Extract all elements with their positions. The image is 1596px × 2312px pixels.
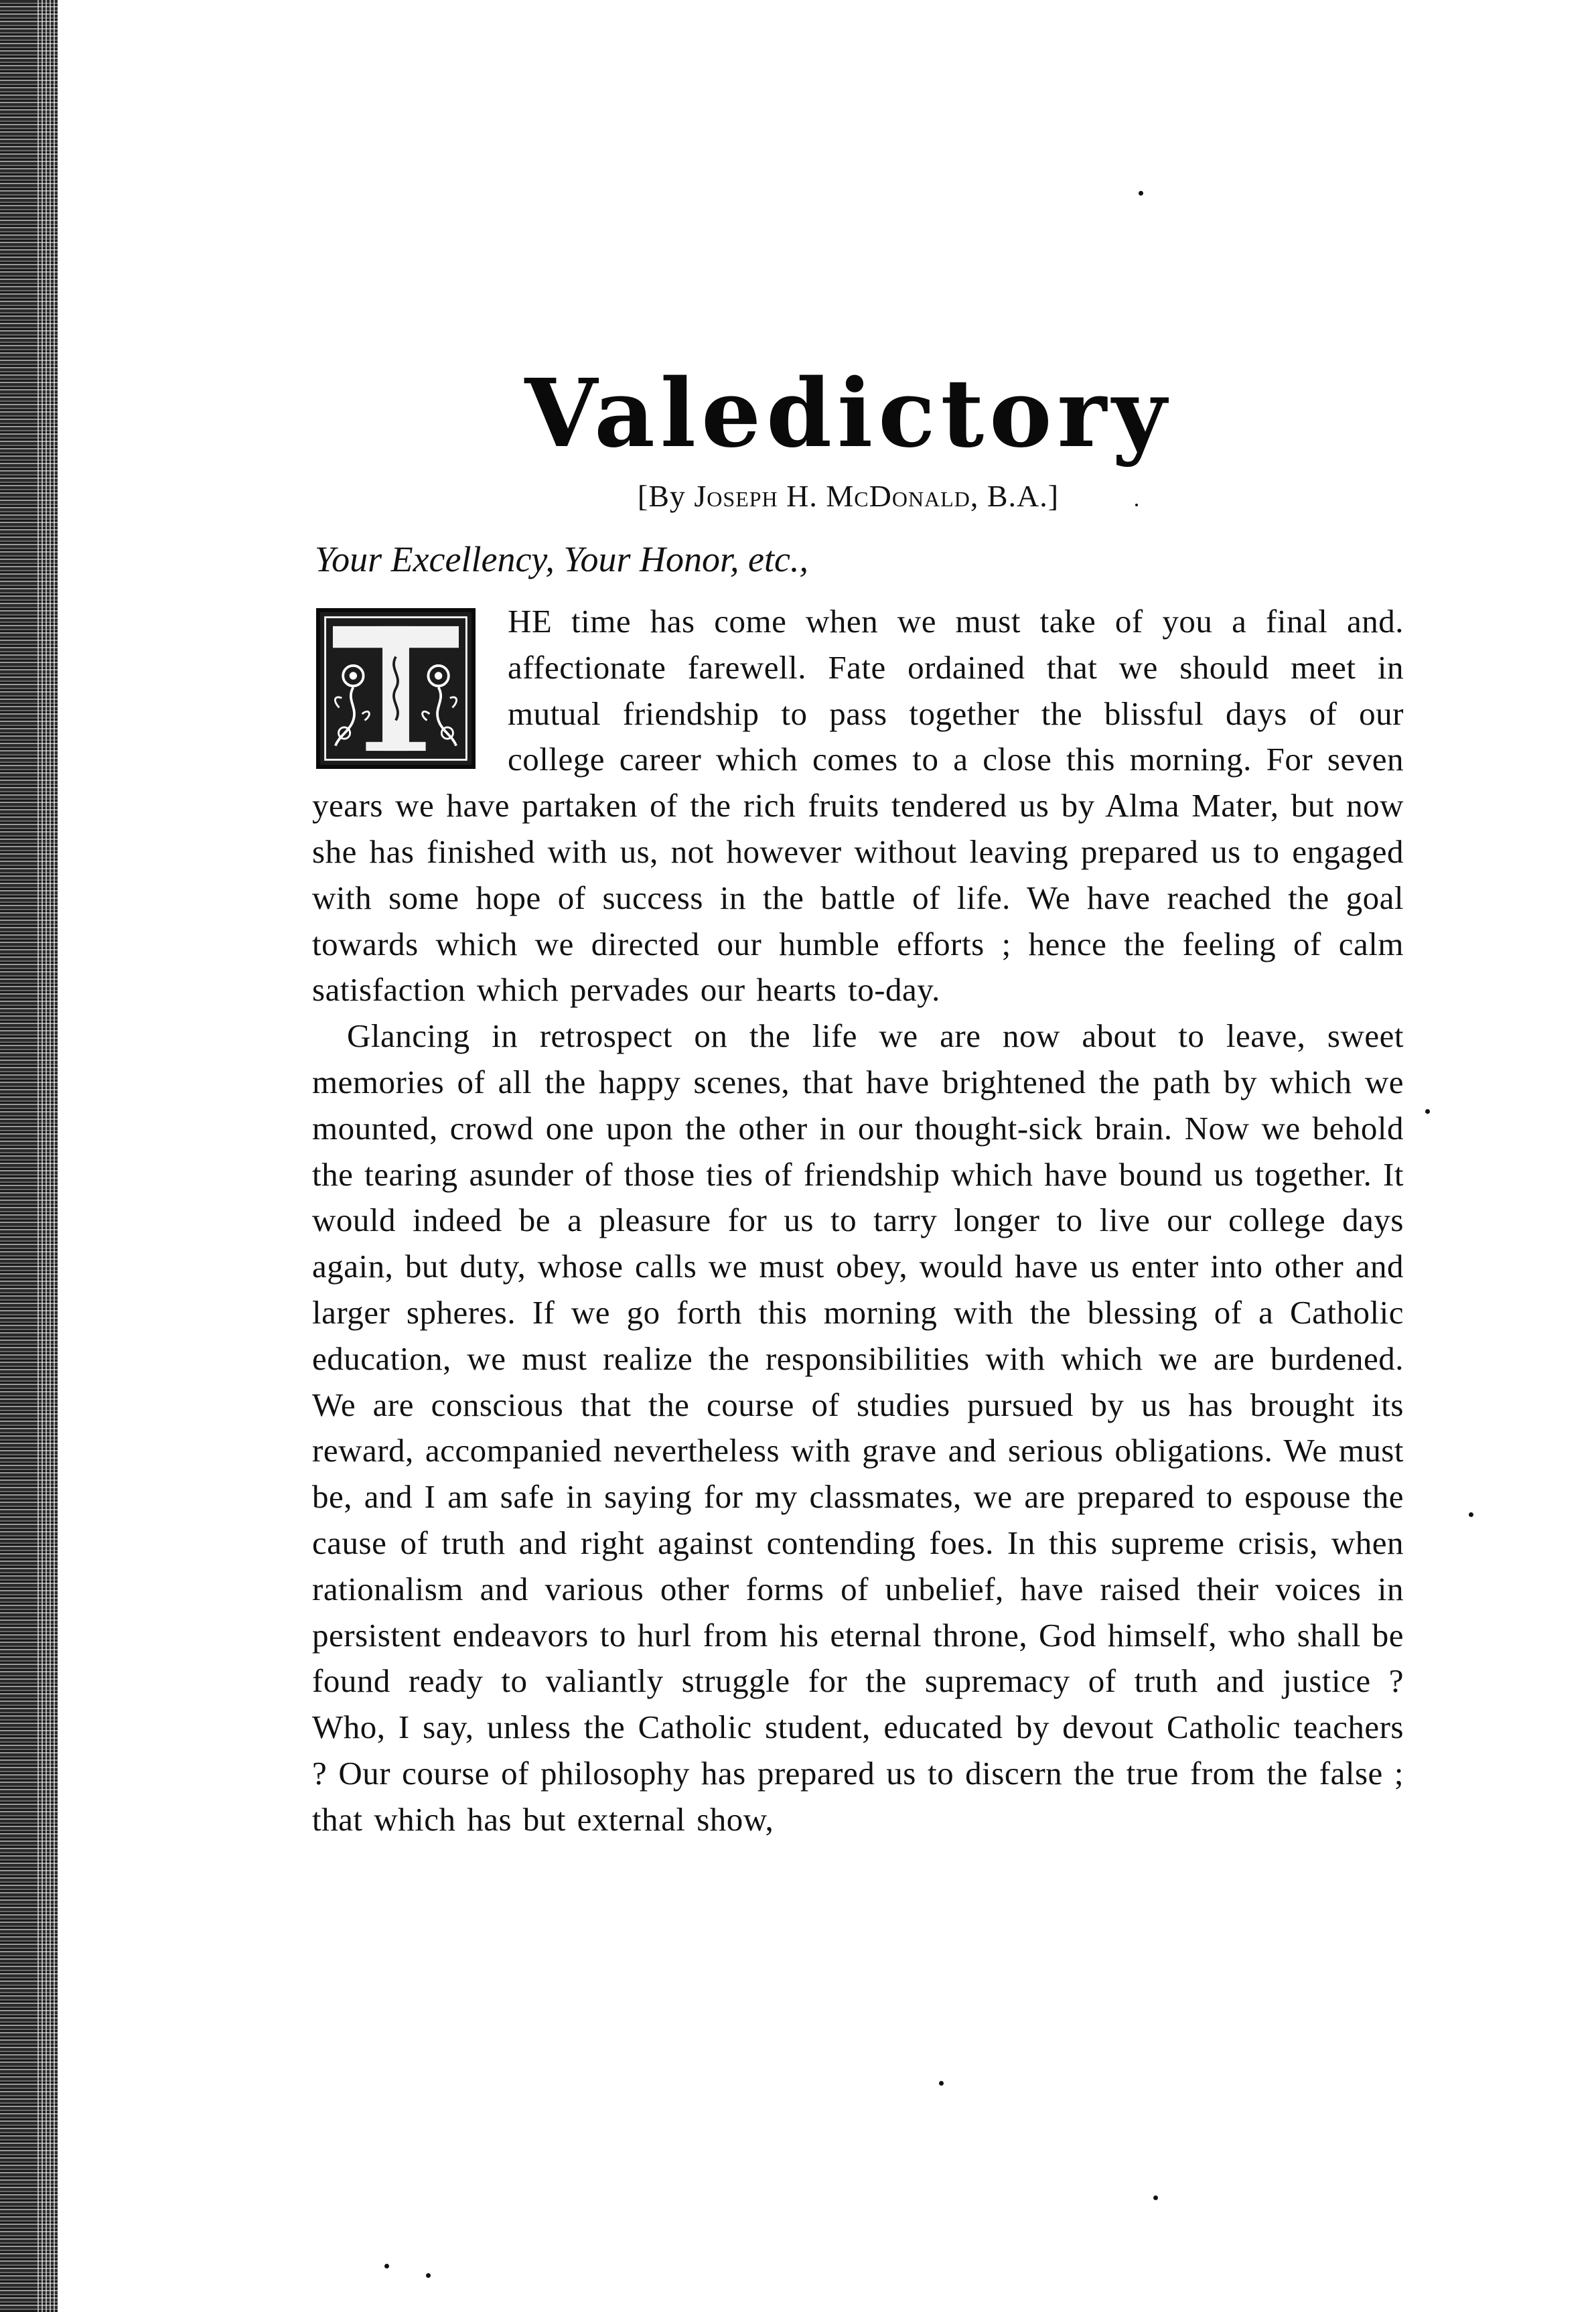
print-speck xyxy=(1425,1109,1430,1114)
paragraph-1: HE time has come when we must take of you a final and. affectionate farewell. Fate ordained that we should meet in mutual friendship to pass together the blissful days of our college career which comes to a close this morning. For seven years we have partaken of the rich fruits tendered us by Alma Mater, but now she has finished with us, not however without leaving prepared us to engaged with some hope of success in the battle of life. We have reached the goal towards which we directed our humble efforts ; hence the feeling of calm satisfaction which pervades our hearts to-day. xyxy=(312,603,1404,1009)
print-speck xyxy=(384,2264,389,2268)
print-speck xyxy=(1139,191,1143,196)
print-speck xyxy=(1469,1512,1473,1517)
byline-author: Joseph H. McDonald xyxy=(694,479,970,513)
print-speck xyxy=(939,2081,944,2086)
salutation: Your Excellency, Your Honor, etc., xyxy=(315,539,808,579)
print-speck xyxy=(1153,2195,1158,2200)
print-speck xyxy=(426,2273,431,2278)
article-title: Valedictory xyxy=(524,359,1172,469)
page-binding-edge xyxy=(0,0,58,2312)
byline xyxy=(0,481,1596,512)
byline-degree: , B.A.] xyxy=(970,479,1060,513)
article-body xyxy=(312,599,1404,1843)
byline-open: [By xyxy=(637,479,695,513)
paragraph-2: Glancing in retrospect on the life we are now about to leave, sweet memories of all the happy scenes, that have brightened the path by which we mounted, crowd one upon the other in our thought-sick brain. Now we behold the tearing asunder of those ties of friendship which have bound us together. It would indeed be a pleasure for us to tarry longer to live our college days again, but duty, whose calls we must obey, would have us enter into other and larger spheres. If we go forth this morning with the blessing of a Catholic education, we must realize the responsibilities with which we are burdened. We are conscious that the course of studies pursued by us has brought its reward, accompanied nevertheless with grave and serious obligations. We must be, and I am safe in saying for my classmates, we are prepared to espouse the cause of truth and right against contending foes. In this supreme crisis, when rationalism and various other forms of unbelief, have raised their voices in persistent endeavors to hurl from his eternal throne, God himself, who shall be found ready to valiantly struggle for the supremacy of truth and justice ? Who, I say, unless the Catholic student, educated by devout Catholic teachers ? Our course of philosophy has prepared us to discern the true from the false ; that which has but external show, xyxy=(312,1017,1404,1838)
